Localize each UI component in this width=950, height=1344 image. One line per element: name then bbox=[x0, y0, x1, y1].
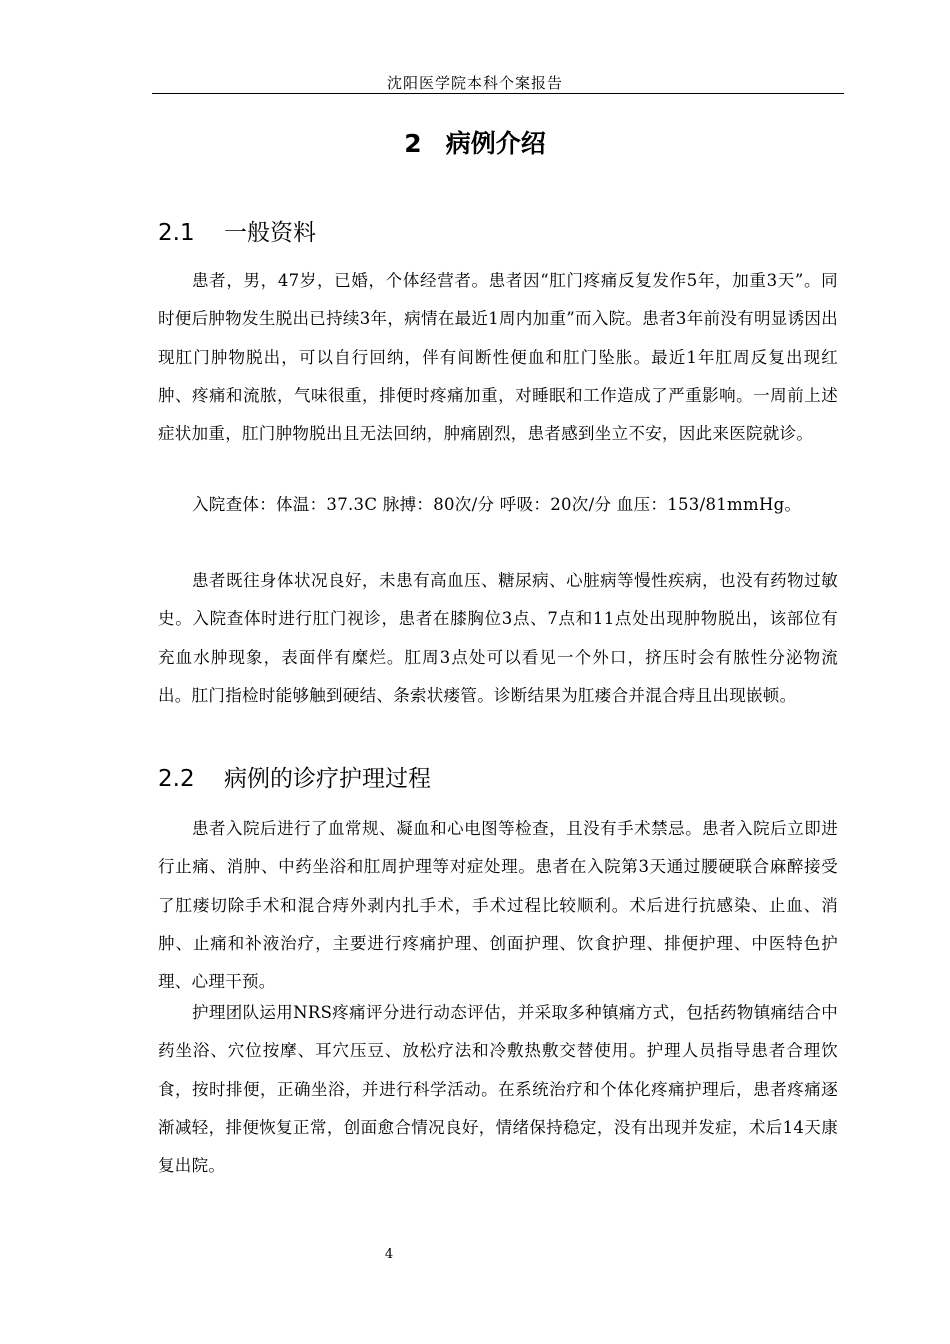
chapter-title: 病例介绍 bbox=[445, 129, 546, 158]
paragraph-treatment: 患者入院后进行了血常规、凝血和心电图等检查，且没有手术禁忌。患者入院后立即进行止痛、消肿、中药坐浴和肛周护理等对症处理。患者在入院第3天通过腰硬联合麻醉接受了肛瘘切除手术和混合痔外剥内扎手术，手术过程比较顺利。术后进行抗感染、止血、消肿、止痛和补液治疗，主要进行疼痛护理、创面护理、饮食护理、排便护理、中医特色护理、心理干预。 bbox=[158, 819, 838, 992]
paragraph-exam-findings: 患者既往身体状况良好，未患有高血压、糖尿病、心脏病等慢性疾病，也没有药物过敏史。入院查体时进行肛门视诊，患者在膝胸位3点、7点和11点处出现肿物脱出，该部位有充血水肿现象，表面伴有糜烂。肛周3点处可以看见一个外口，挤压时会有脓性分泌物流出。肛门指检时能够触到硬结、条索状瘘管。诊断结果为肛瘘合并混合痔且出现嵌顿。 bbox=[158, 571, 838, 705]
section-title: 一般资料 bbox=[224, 220, 316, 246]
header-divider bbox=[152, 93, 844, 94]
section-number: 2.1 bbox=[158, 220, 195, 246]
paragraph-nursing: 护理团队运用NRS疼痛评分进行动态评估，并采取多种镇痛方式，包括药物镇痛结合中药坐浴、穴位按摩、耳穴压豆、放松疗法和冷敷热敷交替使用。护理人员指导患者合理饮食，按时排便，正确坐浴，并进行科学活动。在系统治疗和个体化疼痛护理后，患者疼痛逐渐减轻，排便恢复正常，创面愈合情况良好，情绪保持稳定，没有出现并发症，术后14天康复出院。 bbox=[158, 1003, 838, 1176]
section-title: 病例的诊疗护理过程 bbox=[224, 766, 431, 792]
paragraph-vital-signs: 入院查体：体温：37.3C 脉搏：80次/分 呼吸：20次/分 血压：153/81mmHg。 bbox=[192, 495, 802, 514]
chapter-heading bbox=[0, 124, 950, 160]
paragraph-general-info: 患者，男，47岁，已婚，个体经营者。患者因“肛门疼痛反复发作5年，加重3天”。同时便后肿物发生脱出已持续3年，病情在最近1周内加重”而入院。患者3年前没有明显诱因出现肛门肿物脱出，可以自行回纳，伴有间断性便血和肛门坠胀。最近1年肛周反复出现红肿、疼痛和流脓，气味很重，排便时疼痛加重，对睡眠和工作造成了严重影响。一周前上述症状加重，肛门肿物脱出且无法回纳，肿痛剧烈，患者感到坐立不安，因此来医院就诊。 bbox=[158, 271, 838, 444]
running-header: 沈阳医学院本科个案报告 bbox=[386, 74, 563, 92]
page-number: 4 bbox=[384, 1247, 394, 1262]
section-heading-2-2 bbox=[158, 760, 431, 793]
section-heading-2-1 bbox=[158, 214, 316, 247]
section-number: 2.2 bbox=[158, 766, 195, 792]
chapter-number: 2 bbox=[404, 129, 422, 158]
